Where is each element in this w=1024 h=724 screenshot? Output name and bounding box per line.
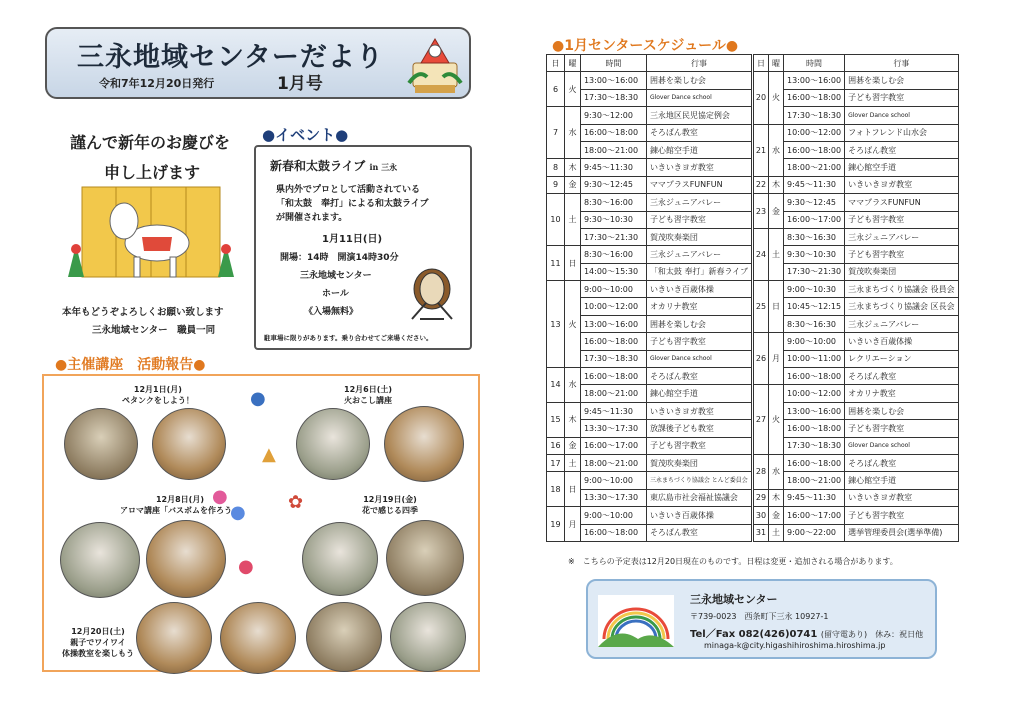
table-row — [754, 507, 959, 524]
table-row — [547, 437, 752, 454]
time-cell: 13:30～17:30 — [580, 420, 646, 437]
greeting-signature: 三永地域センター 職員一同 — [92, 325, 216, 336]
table-row — [754, 524, 959, 541]
event-cell: 三永ジュニアバレー — [646, 194, 751, 211]
center-email[interactable]: minaga-k@city.higashihiroshima.hiroshima.jp — [704, 641, 886, 650]
time-cell: 16:00～18:00 — [580, 333, 646, 350]
newsletter-header — [45, 27, 471, 99]
weekday-cell: 土 — [564, 194, 580, 246]
weekday-cell: 火 — [564, 72, 580, 107]
time-cell: 18:00～21:00 — [580, 454, 646, 471]
schedule-table-left — [546, 54, 752, 542]
table-row — [754, 402, 959, 419]
day-cell: 7 — [547, 107, 565, 159]
table-row — [754, 211, 959, 228]
time-cell: 9:45～11:30 — [580, 402, 646, 419]
lecture-photo — [306, 602, 382, 672]
table-row — [547, 107, 752, 124]
event-cell: 放課後子ども教室 — [646, 420, 751, 437]
event-cell: 子ども習字教室 — [845, 89, 958, 106]
event-cell: いきいきヨガ教室 — [845, 176, 958, 193]
event-title-place: in 三永 — [369, 162, 398, 172]
time-cell: 18:00～21:00 — [784, 472, 845, 489]
event-cell: オカリナ教室 — [646, 298, 751, 315]
table-row — [754, 159, 959, 176]
lectures-heading: ●主催講座 活動報告● — [55, 357, 206, 373]
day-cell: 21 — [754, 124, 769, 176]
event-cell: 囲碁を楽しむ会 — [845, 402, 958, 419]
lecture-name: 火おこし講座 — [344, 396, 392, 405]
event-box — [254, 145, 472, 350]
event-cell: レクリエーション — [845, 350, 958, 367]
event-cell: 三永まちづくり協議会 区長会 — [845, 298, 958, 315]
campfire-icon: ▲ — [262, 444, 276, 465]
event-cell: 子ども習字教室 — [646, 437, 751, 454]
time-cell: 13:00～16:00 — [580, 72, 646, 89]
day-cell: 11 — [547, 246, 565, 281]
weekday-cell: 火 — [564, 281, 580, 368]
lecture-name: 体操教室を楽しもう — [62, 649, 134, 658]
weekday-cell: 木 — [769, 176, 784, 193]
table-row — [547, 246, 752, 263]
lecture-date: 12月8日(月) — [155, 495, 204, 504]
col-event: 行事 — [646, 55, 751, 72]
time-cell: 14:00～15:30 — [580, 263, 646, 280]
weekday-cell: 火 — [769, 72, 784, 124]
rainbow-logo-icon — [598, 595, 674, 647]
time-cell: 9:45～11:30 — [580, 159, 646, 176]
event-cell: 子ども習字教室 — [845, 246, 958, 263]
event-cell: いきいきヨガ教室 — [845, 489, 958, 506]
time-cell: 9:00～10:30 — [784, 281, 845, 298]
time-cell: 13:00～16:00 — [580, 315, 646, 332]
col-day: 日 — [754, 55, 769, 72]
event-cell: 囲碁を楽しむ会 — [646, 315, 751, 332]
event-cell: 囲碁を楽しむ会 — [845, 72, 958, 89]
event-cell: 三永まちづくり協議会 とんど委員会 — [646, 472, 751, 489]
time-cell: 8:30～16:00 — [580, 194, 646, 211]
event-cell: 賀茂吹奏楽団 — [646, 454, 751, 471]
event-cell: オカリナ教室 — [845, 385, 958, 402]
bath-bomb-icon: ● — [230, 502, 246, 523]
exercise-figure-icon: ● — [238, 556, 254, 577]
lecture-photo — [136, 602, 212, 674]
time-cell: 18:00～21:00 — [784, 159, 845, 176]
time-cell: 17:30～21:30 — [784, 263, 845, 280]
time-cell: 16:00～17:00 — [580, 437, 646, 454]
lecture-caption-4 — [362, 494, 418, 516]
table-row — [754, 89, 959, 106]
col-day: 日 — [547, 55, 565, 72]
schedule-heading: ●1月センタースケジュール● — [552, 38, 739, 54]
event-cell: 東広島市社会福祉協議会 — [646, 489, 751, 506]
event-cell: そろばん教室 — [845, 454, 958, 471]
table-row — [547, 454, 752, 471]
greeting-line-1: 謹んで新年のお慶びを — [70, 133, 231, 152]
lecture-photo — [384, 406, 464, 482]
center-address: 〒739-0023 西条町下三永 10927-1 — [690, 612, 829, 621]
day-cell: 20 — [754, 72, 769, 124]
table-row — [547, 281, 752, 298]
lecture-name: 花で感じる四季 — [362, 506, 418, 515]
time-cell: 9:30～12:45 — [580, 176, 646, 193]
day-cell: 22 — [754, 176, 769, 193]
day-cell: 29 — [754, 489, 769, 506]
day-cell: 16 — [547, 437, 565, 454]
center-name: 三永地域センター — [690, 593, 778, 606]
table-row — [754, 263, 959, 280]
lecture-date: 12月20日(土) — [71, 627, 125, 636]
event-cell: 三永地区民児協定例会 — [646, 107, 751, 124]
weekday-cell: 火 — [769, 385, 784, 455]
greeting-line-3: 本年もどうぞよろしくお願い致します — [62, 307, 224, 318]
weekday-cell: 日 — [564, 246, 580, 281]
time-cell: 13:00～16:00 — [784, 402, 845, 419]
event-heading: ●イベント● — [262, 126, 349, 144]
time-cell: 17:30～18:30 — [784, 437, 845, 454]
event-cell: 三永まちづくり協議会 役員会 — [845, 281, 958, 298]
event-cell: Glover Dance school — [845, 107, 958, 124]
day-cell: 14 — [547, 368, 565, 403]
weekday-cell: 水 — [564, 107, 580, 159]
phone-number: Tel／Fax 082(426)0741 — [690, 629, 818, 640]
day-cell: 18 — [547, 472, 565, 507]
table-row — [754, 333, 959, 350]
event-cell: ママプラスFUNFUN — [646, 176, 751, 193]
lecture-date: 12月1日(月) — [133, 385, 182, 394]
bath-bomb-icon: ● — [212, 486, 228, 507]
event-date: 1月11日(日) — [322, 234, 383, 245]
time-cell: 9:30～10:30 — [784, 246, 845, 263]
time-cell: 16:00～18:00 — [580, 124, 646, 141]
time-cell: 16:00～17:00 — [784, 507, 845, 524]
table-row — [754, 454, 959, 471]
taiko-drum-icon — [406, 265, 466, 321]
event-cell: 錬心館空手道 — [845, 472, 958, 489]
day-cell: 31 — [754, 524, 769, 541]
time-cell: 9:00～10:00 — [580, 281, 646, 298]
lecture-photo — [152, 408, 226, 480]
event-desc-3: が開催されます。 — [276, 213, 348, 223]
day-cell: 19 — [547, 507, 565, 542]
event-cell: いきいき百歳体操 — [646, 507, 751, 524]
day-cell: 8 — [547, 159, 565, 176]
weekday-cell: 木 — [564, 402, 580, 437]
weekday-cell: 金 — [769, 507, 784, 524]
time-cell: 17:30～21:30 — [580, 228, 646, 245]
table-row — [754, 141, 959, 158]
weekday-cell: 金 — [564, 176, 580, 193]
time-cell: 16:00～18:00 — [784, 368, 845, 385]
lecture-name: アロマ講座「バスボムを作ろう」 — [120, 506, 240, 515]
weekday-cell: 水 — [564, 368, 580, 403]
table-row — [754, 472, 959, 489]
event-desc-1: 県内外でプロとして活動されている — [276, 185, 421, 195]
time-cell: 16:00～18:00 — [784, 89, 845, 106]
weekday-cell: 日 — [564, 472, 580, 507]
weekday-cell: 木 — [769, 489, 784, 506]
col-event: 行事 — [845, 55, 958, 72]
table-header-row — [547, 55, 752, 72]
event-cell: そろばん教室 — [845, 368, 958, 385]
time-cell: 9:30～12:45 — [784, 194, 845, 211]
event-cell: Glover Dance school — [646, 89, 751, 106]
weekday-cell: 土 — [769, 524, 784, 541]
weekday-cell: 月 — [769, 333, 784, 385]
time-cell: 10:00～11:00 — [784, 350, 845, 367]
table-row — [754, 72, 959, 89]
weekday-cell: 土 — [769, 228, 784, 280]
time-cell: 9:30～12:00 — [580, 107, 646, 124]
event-venue-2: ホール — [322, 289, 349, 299]
weekday-cell: 土 — [564, 454, 580, 471]
child-figure-icon: ● — [250, 388, 266, 409]
time-cell: 10:00～12:00 — [580, 298, 646, 315]
time-cell: 16:00～18:00 — [580, 524, 646, 541]
weekday-cell: 水 — [769, 124, 784, 176]
contact-box — [586, 579, 937, 659]
day-cell: 6 — [547, 72, 565, 107]
table-row — [754, 437, 959, 454]
event-cell: ママプラスFUNFUN — [845, 194, 958, 211]
table-row — [547, 402, 752, 419]
table-row — [547, 176, 752, 193]
phone-note: (留守電あり) 休み：祝日他 — [820, 630, 924, 639]
event-cell: 子ども習字教室 — [845, 211, 958, 228]
table-row — [754, 298, 959, 315]
day-cell: 28 — [754, 454, 769, 489]
time-cell: 8:30～16:00 — [580, 246, 646, 263]
lecture-photo — [220, 602, 296, 674]
time-cell: 9:45～11:30 — [784, 176, 845, 193]
weekday-cell: 日 — [769, 281, 784, 333]
table-row — [547, 72, 752, 89]
day-cell: 15 — [547, 402, 565, 437]
event-cell: いきいき百歳体操 — [845, 333, 958, 350]
time-cell: 18:00～21:00 — [580, 141, 646, 158]
event-cell: 子ども習字教室 — [646, 333, 751, 350]
event-cell: いきいきヨガ教室 — [646, 159, 751, 176]
table-row — [754, 176, 959, 193]
weekday-cell: 月 — [564, 507, 580, 542]
col-dow: 曜 — [769, 55, 784, 72]
table-row — [547, 507, 752, 524]
table-row — [754, 194, 959, 211]
day-cell: 10 — [547, 194, 565, 246]
lecture-caption-1 — [122, 384, 194, 406]
issue-month: 1月号 — [277, 74, 323, 94]
table-row — [754, 124, 959, 141]
day-cell: 26 — [754, 333, 769, 385]
table-row — [547, 368, 752, 385]
lecture-photo — [390, 602, 466, 672]
event-cell: いきいきヨガ教室 — [646, 402, 751, 419]
event-cell: 子ども習字教室 — [845, 420, 958, 437]
event-cell: 錬心館空手道 — [646, 141, 751, 158]
event-cell: いきいき百歳体操 — [646, 281, 751, 298]
table-row — [547, 472, 752, 489]
lecture-photo — [64, 408, 138, 480]
time-cell: 9:00～22:00 — [784, 524, 845, 541]
day-cell: 17 — [547, 454, 565, 471]
event-cell: 三永ジュニアバレー — [845, 315, 958, 332]
time-cell: 10:45～12:15 — [784, 298, 845, 315]
time-cell: 18:00～21:00 — [580, 385, 646, 402]
col-dow: 曜 — [564, 55, 580, 72]
time-cell: 10:00～12:00 — [784, 385, 845, 402]
lectures-report-box — [42, 374, 480, 672]
time-cell: 9:00～10:00 — [580, 472, 646, 489]
event-cell: 賀茂吹奏楽団 — [845, 263, 958, 280]
time-cell: 8:30～16:30 — [784, 315, 845, 332]
table-row — [754, 246, 959, 263]
lecture-caption-5 — [62, 626, 134, 659]
weekday-cell: 木 — [564, 159, 580, 176]
issue-date: 令和7年12月20日発行 — [99, 77, 215, 90]
event-desc-2: 「和太鼓 奉打」による和太鼓ライブ — [276, 199, 429, 209]
day-cell: 23 — [754, 194, 769, 229]
time-cell: 16:00～18:00 — [580, 368, 646, 385]
event-parking-note: 駐車場に限りがあります。乗り合わせてご来場ください。 — [264, 334, 433, 342]
table-row — [754, 350, 959, 367]
time-cell: 9:00～10:00 — [580, 507, 646, 524]
schedule-footnote: ※ こちらの予定表は12月20日現在のものです。日程は変更・追加される場合があります。 — [568, 557, 898, 566]
table-row — [754, 281, 959, 298]
table-row — [547, 194, 752, 211]
event-cell: 囲碁を楽しむ会 — [646, 72, 751, 89]
day-cell: 30 — [754, 507, 769, 524]
lecture-date: 12月6日(土) — [344, 385, 393, 394]
event-cell: Glover Dance school — [646, 350, 751, 367]
event-cell: 三永ジュニアバレー — [845, 228, 958, 245]
center-phone — [690, 625, 923, 640]
event-cell: 賀茂吹奏楽団 — [646, 228, 751, 245]
event-cell: 「和太鼓 奉打」新春ライブ — [646, 263, 751, 280]
table-row — [754, 107, 959, 124]
time-cell: 17:30～18:30 — [784, 107, 845, 124]
time-cell: 16:00～17:00 — [784, 211, 845, 228]
time-cell: 13:00～16:00 — [784, 72, 845, 89]
table-row — [754, 489, 959, 506]
event-cell: 子ども習字教室 — [646, 211, 751, 228]
event-title-text: 新春和太鼓ライブ — [270, 159, 366, 173]
lecture-photo — [60, 522, 140, 598]
new-year-ornament-icon — [405, 33, 465, 95]
event-cell: フォトフレンド山水会 — [845, 124, 958, 141]
event-cell: 選挙管理委員会(選挙準備) — [845, 524, 958, 541]
event-time: 開場：14時 開演14時30分 — [280, 253, 399, 263]
day-cell: 24 — [754, 228, 769, 280]
table-row — [754, 368, 959, 385]
table-row — [754, 385, 959, 402]
table-row — [547, 159, 752, 176]
event-cell: 子ども習字教室 — [845, 507, 958, 524]
time-cell: 16:00～18:00 — [784, 420, 845, 437]
day-cell: 25 — [754, 281, 769, 333]
event-cell: Glover Dance school — [845, 437, 958, 454]
lecture-caption-2 — [344, 384, 392, 406]
table-header-row — [754, 55, 959, 72]
greeting-line-2: 申し上げます — [104, 163, 201, 182]
weekday-cell: 金 — [564, 437, 580, 454]
time-cell: 10:00～12:00 — [784, 124, 845, 141]
event-cell: そろばん教室 — [646, 368, 751, 385]
time-cell: 9:00～10:00 — [784, 333, 845, 350]
time-cell: 9:45～11:30 — [784, 489, 845, 506]
newsletter-title: 三永地域センターだより — [77, 42, 384, 73]
event-title — [270, 157, 397, 174]
weekday-cell: 金 — [769, 194, 784, 229]
lecture-date: 12月19日(金) — [363, 495, 417, 504]
event-cell: 錬心館空手道 — [845, 159, 958, 176]
time-cell: 8:30～16:30 — [784, 228, 845, 245]
event-cell: そろばん教室 — [845, 141, 958, 158]
time-cell: 9:30～10:30 — [580, 211, 646, 228]
time-cell: 13:30～17:30 — [580, 489, 646, 506]
day-cell: 9 — [547, 176, 565, 193]
table-row — [754, 315, 959, 332]
lecture-name: ペタンクをしよう！ — [122, 396, 194, 405]
time-cell: 16:00～18:00 — [784, 141, 845, 158]
table-row — [754, 420, 959, 437]
event-cell: 三永ジュニアバレー — [646, 246, 751, 263]
event-admission: 《入場無料》 — [304, 307, 359, 317]
col-time: 時間 — [784, 55, 845, 72]
lecture-photo — [296, 408, 370, 480]
day-cell: 27 — [754, 385, 769, 455]
time-cell: 16:00～18:00 — [784, 454, 845, 471]
table-row — [754, 228, 959, 245]
lecture-photo — [386, 520, 464, 596]
schedule-table-right — [753, 54, 959, 542]
event-cell: 錬心館空手道 — [646, 385, 751, 402]
event-venue-1: 三永地域センター — [300, 271, 372, 281]
time-cell: 17:30～18:30 — [580, 350, 646, 367]
day-cell: 13 — [547, 281, 565, 368]
col-time: 時間 — [580, 55, 646, 72]
event-cell: そろばん教室 — [646, 524, 751, 541]
lecture-photo — [146, 520, 226, 598]
time-cell: 17:30～18:30 — [580, 89, 646, 106]
horse-illustration-icon — [62, 185, 240, 283]
lecture-photo — [302, 522, 378, 596]
flower-icon: ✿ — [288, 492, 304, 513]
weekday-cell: 水 — [769, 454, 784, 489]
event-cell: そろばん教室 — [646, 124, 751, 141]
lecture-name: 親子でワイワイ — [70, 638, 126, 647]
